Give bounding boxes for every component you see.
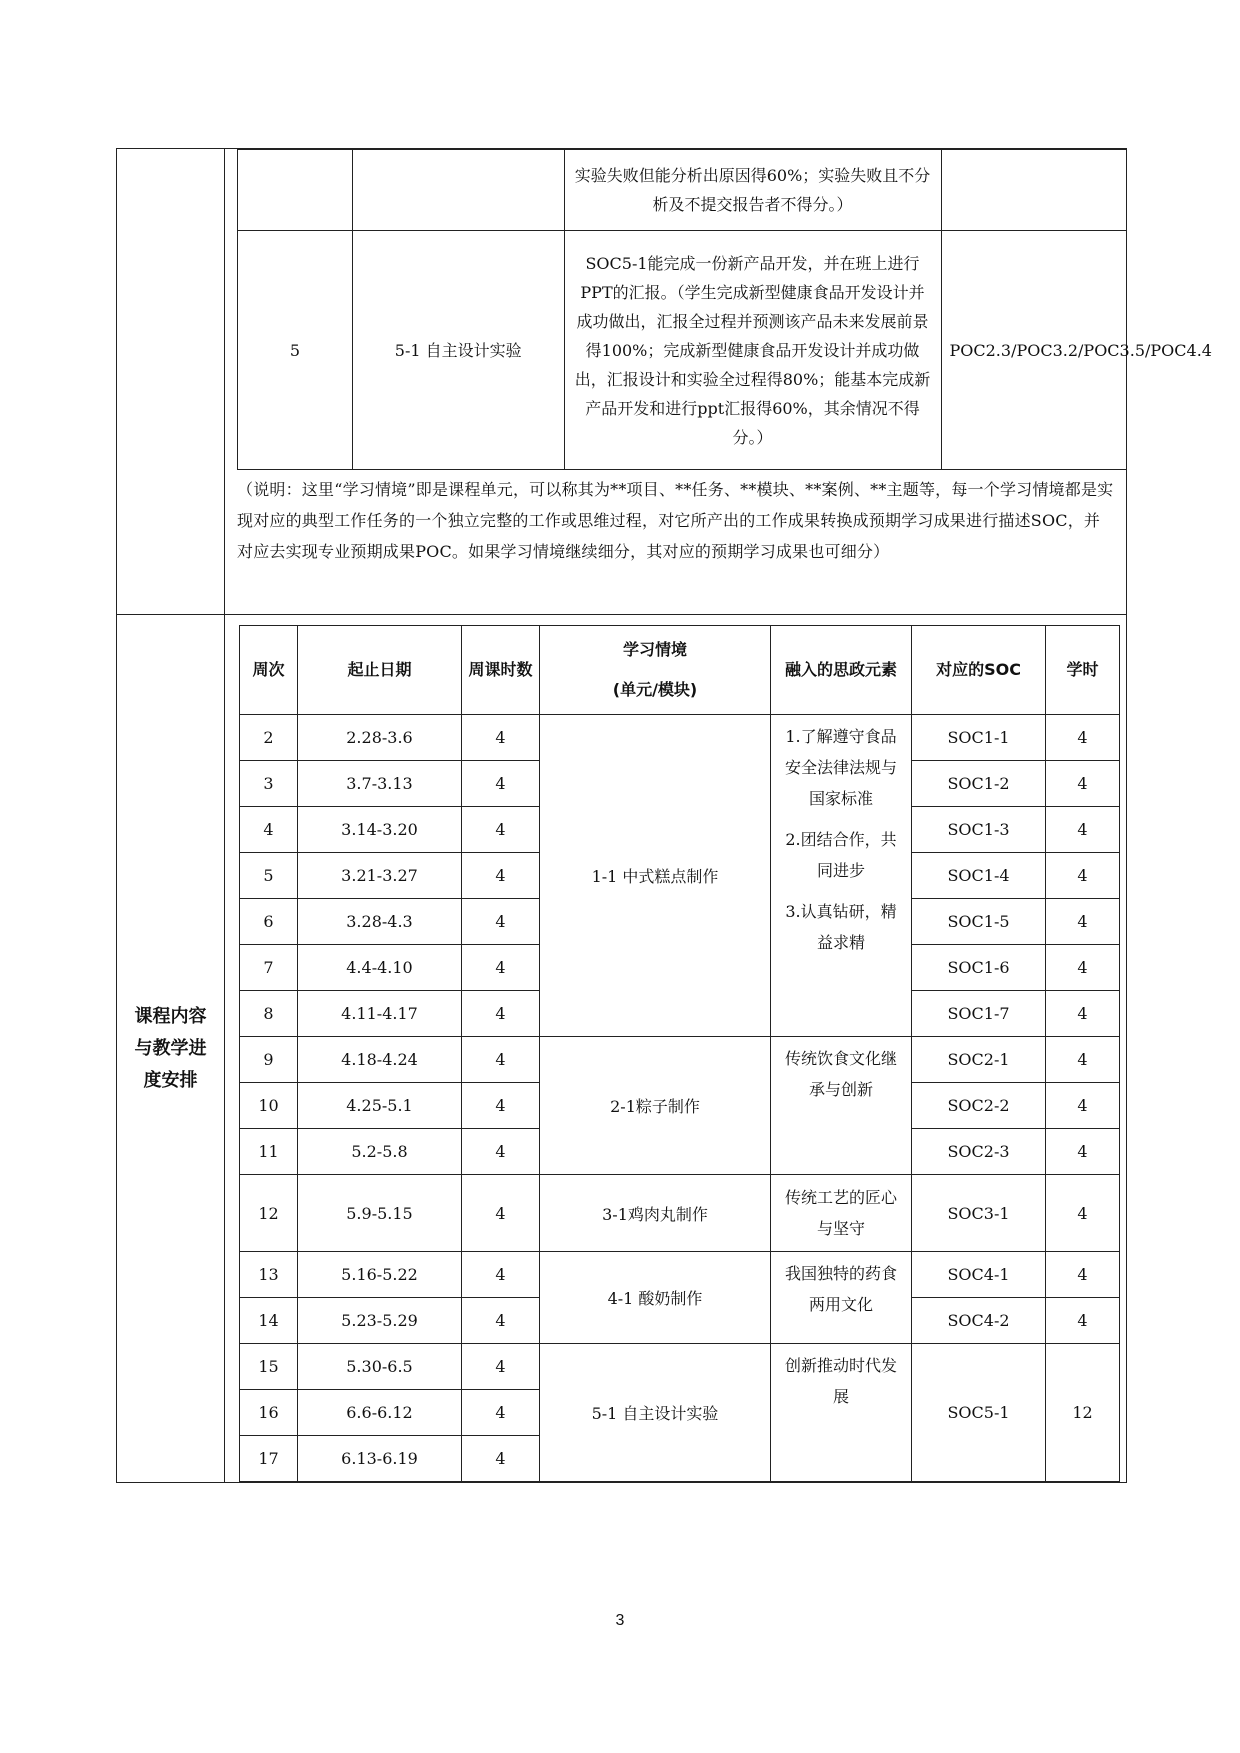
week: 9 [240, 1037, 298, 1083]
outcome-row [238, 150, 1127, 231]
outcome-situation: 5-1 自主设计实验 [352, 231, 564, 470]
soc: SOC1-2 [912, 761, 1046, 807]
ideology-elements: 创新推动时代发展 [771, 1344, 912, 1482]
schedule-header-row [240, 626, 1120, 715]
explanation-note: （说明：这里“学习情境”即是课程单元，可以称其为**项目、**任务、**模块、**案例、**主题等，每一个学习情境都是实现对应的典型工作任务的一个独立完整的工作或思维过程，对它所产出的工作成果转换成预期学习成果进行描述SOC，并对应去实现专业预期成果POC。如果学习情境继续细分，其对应的预期学习成果也可细分） [237, 480, 1114, 561]
dates: 3.28-4.3 [298, 899, 462, 945]
ideology-item: 1.了解遵守食品安全法律法规与国家标准 [784, 727, 897, 808]
dates: 5.2-5.8 [298, 1129, 462, 1175]
schedule-row [240, 1252, 1120, 1298]
dates: 4.4-4.10 [298, 945, 462, 991]
weekly-hours: 4 [462, 1037, 540, 1083]
soc: SOC4-1 [912, 1252, 1046, 1298]
soc: SOC1-6 [912, 945, 1046, 991]
hours: 4 [1046, 1129, 1120, 1175]
outcome-row [238, 231, 1127, 470]
week: 7 [240, 945, 298, 991]
hours: 4 [1046, 1252, 1120, 1298]
soc: SOC2-2 [912, 1083, 1046, 1129]
dates: 5.23-5.29 [298, 1298, 462, 1344]
weekly-hours: 4 [462, 1436, 540, 1482]
header-soc: 对应的SOC [912, 626, 1046, 715]
outcome-poc [941, 150, 1127, 231]
hours: 4 [1046, 1083, 1120, 1129]
hours: 4 [1046, 761, 1120, 807]
schedule-section [225, 615, 1127, 1483]
hours: 4 [1046, 1037, 1120, 1083]
outcome-number: 5 [238, 231, 353, 470]
dates: 6.13-6.19 [298, 1436, 462, 1482]
outcome-situation [352, 150, 564, 231]
soc: SOC1-4 [912, 853, 1046, 899]
ideology-item: 2.团结合作，共同进步 [785, 830, 897, 880]
header-situation-line2: (单元/模块) [612, 680, 698, 699]
ideology-elements: 我国独特的药食两用文化 [771, 1252, 912, 1344]
soc: SOC2-3 [912, 1129, 1046, 1175]
weekly-hours: 4 [462, 715, 540, 761]
week: 16 [240, 1390, 298, 1436]
header-situation [540, 626, 771, 715]
outcome-grading: SOC5-1能完成一份新产品开发，并在班上进行PPT的汇报。（学生完成新型健康食品开发设计并成功做出，汇报全过程并预测该产品未来发展前景得100%；完成新型健康食品开发设计并成功做出，汇报设计和实验全过程得80%；能基本完成新产品开发和进行ppt汇报得60%，其余情况不得分。） [564, 231, 941, 470]
section-label-line: 课程内容 [134, 1005, 207, 1027]
dates: 5.9-5.15 [298, 1175, 462, 1252]
hours: 12 [1046, 1344, 1120, 1482]
hours: 4 [1046, 853, 1120, 899]
situation: 3-1鸡肉丸制作 [540, 1175, 771, 1252]
header-hours: 学时 [1046, 626, 1120, 715]
hours: 4 [1046, 1298, 1120, 1344]
dates: 3.21-3.27 [298, 853, 462, 899]
weekly-hours: 4 [462, 1252, 540, 1298]
header-dates: 起止日期 [298, 626, 462, 715]
hours: 4 [1046, 715, 1120, 761]
weekly-hours: 4 [462, 853, 540, 899]
outcomes-table [237, 149, 1212, 470]
dates: 2.28-3.6 [298, 715, 462, 761]
outcome-poc: POC2.3/POC3.2/POC3.5/POC4.4 [941, 231, 1127, 470]
soc: SOC1-1 [912, 715, 1046, 761]
soc: SOC1-3 [912, 807, 1046, 853]
hours: 4 [1046, 1175, 1120, 1252]
soc: SOC1-7 [912, 991, 1046, 1037]
week: 5 [240, 853, 298, 899]
ideology-elements: 传统饮食文化继承与创新 [771, 1037, 912, 1175]
dates: 3.7-3.13 [298, 761, 462, 807]
soc: SOC2-1 [912, 1037, 1046, 1083]
dates: 4.25-5.1 [298, 1083, 462, 1129]
weekly-hours: 4 [462, 899, 540, 945]
weekly-hours: 4 [462, 1344, 540, 1390]
schedule-row [240, 715, 1120, 761]
weekly-hours: 4 [462, 807, 540, 853]
dates: 5.16-5.22 [298, 1252, 462, 1298]
soc: SOC5-1 [912, 1344, 1046, 1482]
weekly-hours: 4 [462, 761, 540, 807]
week: 8 [240, 991, 298, 1037]
outcome-grading: 实验失败但能分析出原因得60%；实验失败且不分析及不提交报告者不得分。） [564, 150, 941, 231]
outcomes-section [225, 149, 1212, 615]
situation: 2-1粽子制作 [540, 1037, 771, 1175]
header-situation-line1: 学习情境 [622, 640, 687, 659]
page-number: 3 [615, 1612, 625, 1629]
weekly-hours: 4 [462, 1129, 540, 1175]
outcome-number [238, 150, 353, 231]
weekly-hours: 4 [462, 991, 540, 1037]
ideology-elements [771, 715, 912, 1037]
hours: 4 [1046, 899, 1120, 945]
hours: 4 [1046, 991, 1120, 1037]
weekly-hours: 4 [462, 1175, 540, 1252]
dates: 6.6-6.12 [298, 1390, 462, 1436]
schedule-row [240, 1175, 1120, 1252]
week: 6 [240, 899, 298, 945]
dates: 5.30-6.5 [298, 1344, 462, 1390]
week: 3 [240, 761, 298, 807]
schedule-row [240, 1344, 1120, 1390]
ideology-elements: 传统工艺的匠心与坚守 [771, 1175, 912, 1252]
weekly-hours: 4 [462, 1298, 540, 1344]
weekly-hours: 4 [462, 1083, 540, 1129]
week: 11 [240, 1129, 298, 1175]
dates: 4.11-4.17 [298, 991, 462, 1037]
hours: 4 [1046, 945, 1120, 991]
week: 2 [240, 715, 298, 761]
soc: SOC3-1 [912, 1175, 1046, 1252]
soc: SOC4-2 [912, 1298, 1046, 1344]
week: 4 [240, 807, 298, 853]
situation: 5-1 自主设计实验 [540, 1344, 771, 1482]
week: 10 [240, 1083, 298, 1129]
ideology-item: 3.认真钻研，精益求精 [785, 902, 897, 952]
week: 12 [240, 1175, 298, 1252]
schedule-row [240, 1037, 1120, 1083]
schedule-table [239, 625, 1120, 1482]
situation: 1-1 中式糕点制作 [540, 715, 771, 1037]
header-ideology: 融入的思政元素 [771, 626, 912, 715]
weekly-hours: 4 [462, 945, 540, 991]
outer-left-cell-empty [117, 149, 225, 615]
section-label [117, 615, 225, 1483]
soc: SOC1-5 [912, 899, 1046, 945]
dates: 3.14-3.20 [298, 807, 462, 853]
header-hours-per-week: 周课时数 [462, 626, 540, 715]
week: 14 [240, 1298, 298, 1344]
situation: 4-1 酸奶制作 [540, 1252, 771, 1344]
course-outline-table [116, 148, 1212, 1483]
week: 17 [240, 1436, 298, 1482]
section-label-line: 与教学进 [134, 1037, 207, 1059]
hours: 4 [1046, 807, 1120, 853]
section-label-line: 度安排 [143, 1069, 198, 1091]
weekly-hours: 4 [462, 1390, 540, 1436]
week: 15 [240, 1344, 298, 1390]
dates: 4.18-4.24 [298, 1037, 462, 1083]
week: 13 [240, 1252, 298, 1298]
header-week: 周次 [240, 626, 298, 715]
